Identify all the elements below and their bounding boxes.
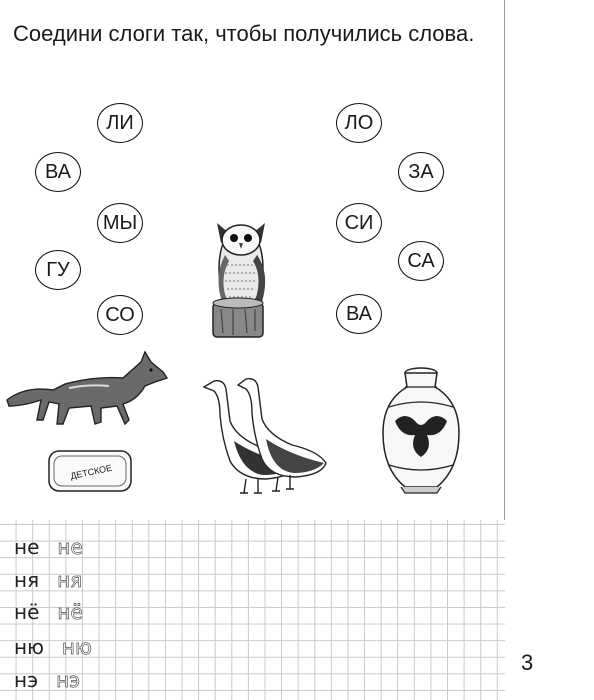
syllable-va-left[interactable]: ВА — [35, 152, 81, 192]
copy-row — [14, 535, 83, 559]
page-number: 3 — [521, 650, 534, 675]
soap-image — [45, 443, 135, 498]
geese-image — [200, 375, 330, 500]
trace-syllable[interactable]: не — [57, 535, 83, 559]
syllable-lo[interactable]: ЛО — [336, 103, 382, 143]
fox-image — [5, 348, 170, 430]
copy-row — [14, 668, 80, 692]
vase-image — [375, 365, 467, 495]
sample-syllable: нё — [14, 600, 40, 624]
sample-syllable: ня — [14, 568, 40, 592]
syllable-so[interactable]: СО — [97, 295, 143, 335]
task-instruction: Соедини слоги так, чтобы получились слова. — [13, 21, 475, 46]
syllable-li[interactable]: ЛИ — [97, 103, 143, 143]
trace-syllable[interactable]: нё — [57, 600, 83, 624]
syllable-va-right[interactable]: ВА — [336, 294, 382, 334]
syllable-za[interactable]: ЗА — [398, 152, 444, 192]
trace-syllable[interactable]: ня — [57, 568, 83, 592]
copy-row — [14, 568, 82, 592]
syllable-sa[interactable]: СА — [398, 241, 444, 281]
trace-syllable[interactable]: ню — [61, 635, 92, 659]
sample-syllable: нэ — [14, 668, 39, 692]
owl-image — [205, 205, 277, 340]
soap-label: ДЕТСКОЕ — [69, 462, 113, 482]
sample-syllable: не — [14, 535, 40, 559]
syllable-my[interactable]: МЫ — [97, 203, 143, 243]
syllable-si[interactable]: СИ — [336, 203, 382, 243]
copy-row — [14, 635, 92, 659]
trace-syllable[interactable]: нэ — [56, 668, 81, 692]
copy-row — [14, 600, 83, 624]
syllable-gu[interactable]: ГУ — [35, 250, 81, 290]
sample-syllable: ню — [14, 635, 44, 659]
